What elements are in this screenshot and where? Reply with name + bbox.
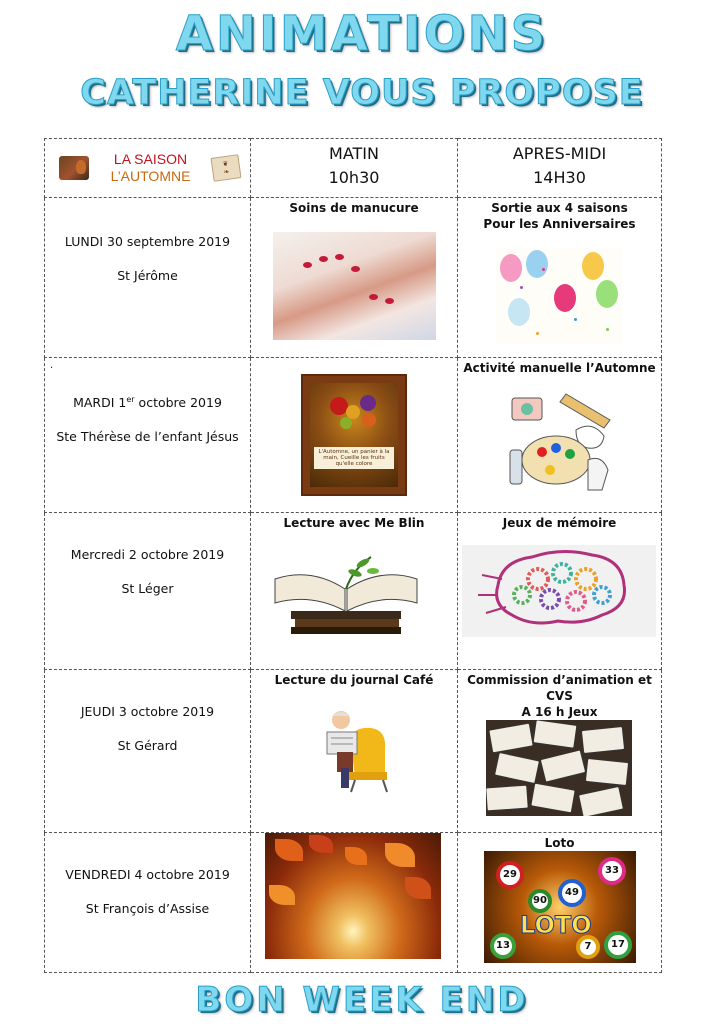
day-cell — [45, 670, 251, 833]
day-cell — [45, 198, 251, 358]
day-cell — [45, 513, 251, 670]
morning-header-cell — [251, 139, 458, 198]
day-saint: St Jérôme — [117, 268, 178, 283]
afternoon-label: APRES-MIDI — [512, 144, 607, 163]
morning-activity: Lecture du journal Café — [274, 673, 434, 687]
table-row — [45, 670, 662, 833]
afternoon-activity: Activité manuelle l’Automne — [463, 361, 656, 375]
table-row — [45, 358, 662, 513]
season-cell — [45, 139, 251, 198]
table-row — [45, 513, 662, 670]
autumn-tag-image: ❦ ❧ — [210, 154, 241, 182]
afternoon-activity: Commission d’animation et CVS A 16 h Jeux — [467, 673, 652, 719]
schedule-table — [44, 138, 662, 973]
afternoon-cell — [458, 358, 662, 513]
morning-time: 10h30 — [328, 168, 380, 187]
squirrel-image — [59, 156, 89, 180]
season-label: LA SAISON — [113, 151, 188, 167]
afternoon-cell — [458, 833, 662, 973]
loto-image: 29 33 49 90 13 17 7 LOTO — [484, 851, 636, 963]
day-date: JEUDI 3 octobre 2019 — [80, 704, 215, 719]
dominoes-image — [486, 720, 632, 816]
morning-cell — [251, 833, 458, 973]
page-title: ANIMATIONS — [175, 6, 549, 62]
day-saint: St Gérard — [117, 738, 178, 753]
open-book-image — [271, 549, 421, 635]
memory-brain-image — [462, 545, 656, 637]
afternoon-header-cell — [458, 139, 662, 198]
afternoon-time: 14H30 — [533, 168, 586, 187]
table-row — [45, 833, 662, 973]
loto-word: LOTO — [520, 911, 592, 939]
day-saint: St Léger — [121, 581, 174, 596]
page-subtitle: CATHERINE VOUS PROPOSE — [80, 73, 644, 113]
afternoon-cell — [458, 513, 662, 670]
day-date: Mercredi 2 octobre 2019 — [70, 547, 225, 562]
paint-supplies-image — [506, 390, 616, 498]
autumn-poem-image — [301, 374, 407, 496]
afternoon-activity: Jeux de mémoire — [502, 516, 617, 530]
balloons-image — [496, 248, 622, 344]
afternoon-activity: Loto — [544, 836, 575, 850]
day-date: LUNDI 30 septembre 2019 — [64, 234, 231, 249]
table-row — [45, 198, 662, 358]
day-cell: . MARDI 1er octobre 2019 Ste Thérèse de l’enfant Jésus — [45, 358, 251, 513]
morning-cell — [251, 198, 458, 358]
footer-message: BON WEEK END — [195, 980, 529, 1020]
morning-activity: Lecture avec Me Blin — [283, 516, 425, 530]
poem-caption: L'Automne, un panier à la main, Cueille les fruits qu'elle colore — [314, 447, 394, 469]
season-name: L’AUTOMNE — [110, 168, 191, 184]
afternoon-cell — [458, 670, 662, 833]
morning-label: MATIN — [329, 144, 379, 163]
day-cell — [45, 833, 251, 973]
day-saint: Ste Thérèse de l’enfant Jésus — [56, 429, 239, 445]
morning-activity: Soins de manucure — [289, 201, 419, 215]
manicure-image — [273, 232, 436, 340]
day-date: VENDREDI 4 octobre 2019 — [65, 867, 230, 882]
table-header-row — [45, 139, 662, 198]
morning-cell — [251, 513, 458, 670]
afternoon-cell — [458, 198, 662, 358]
afternoon-activity: Sortie aux 4 saisons Pour les Anniversaires — [483, 201, 636, 231]
day-date: MARDI 1er octobre 2019 — [73, 395, 222, 411]
morning-cell — [251, 358, 458, 513]
newspaper-reader-image — [311, 706, 395, 796]
morning-cell — [251, 670, 458, 833]
day-saint: St François d’Assise — [85, 901, 210, 916]
autumn-leaves-image — [265, 833, 441, 959]
